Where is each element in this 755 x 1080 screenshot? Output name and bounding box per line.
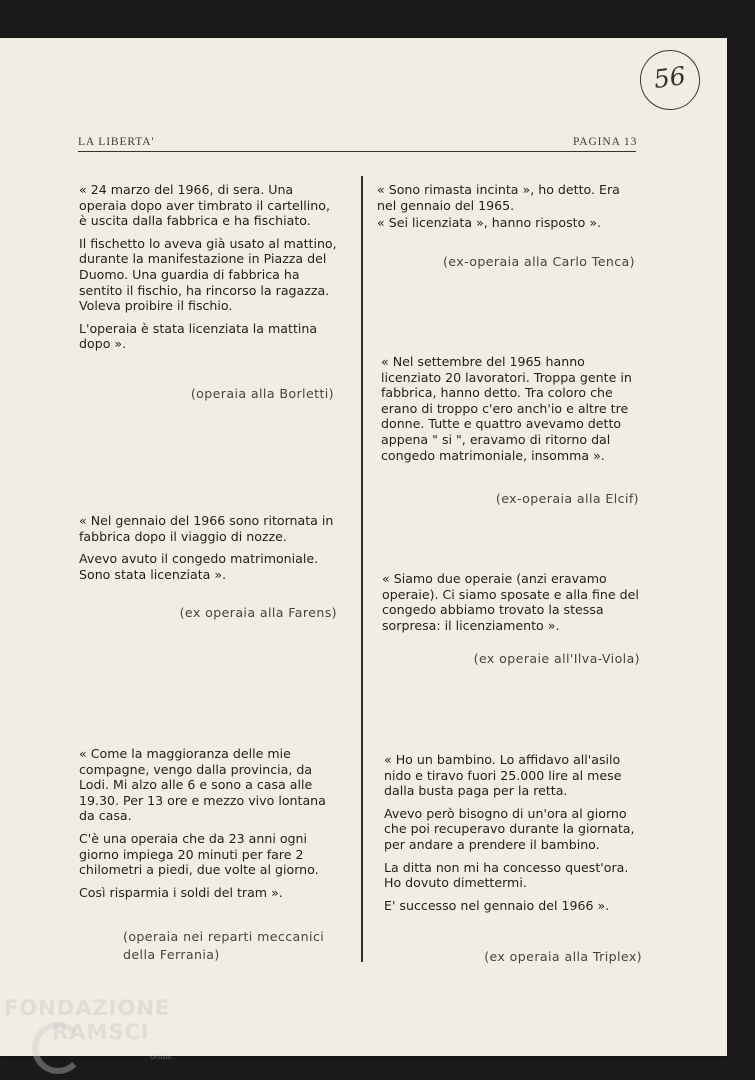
newspaper-title: LA LIBERTA' (78, 136, 155, 148)
source-carlo-tenca: (ex-operaia alla Carlo Tenca) (442, 254, 635, 269)
source-ferrania (79, 928, 341, 964)
paragraph: La ditta non mi ha concesso quest'ora. Ho dovuto dimettermi. (384, 859, 629, 891)
paragraph: E' successo nel gennaio del 1966 ». (384, 897, 610, 913)
watermark-small: onlus (150, 1052, 172, 1061)
watermark-line: FONDAZIONE (4, 996, 171, 1020)
paragraph: « Ho un bambino. Lo affidavo all'asilo nido e tiravo fuori 25.000 lire al mese dalla busta paga per la retta. (384, 752, 622, 799)
paragraph: Così risparmia i soldi del tram ». (79, 884, 283, 900)
paragraph: « Nel settembre del 1965 hanno licenziato 20 lavoratori. Troppa gente in fabbrica, hanno detto. Tra coloro che erano di troppo c'ero anch'io e altre tre donne. Tutte e quattro avevamo detto appena " si ", eravamo di ritorno dal congedo matrimoniale, insomma ». (381, 354, 632, 463)
paragraph: Avevo avuto il congedo matrimoniale. Sono stata licenziata ». (79, 551, 319, 582)
archive-watermark (4, 996, 170, 1044)
column-divider (361, 176, 363, 962)
testimony-farens (79, 513, 337, 589)
paragraph: « Nel gennaio del 1966 sono ritornata in fabbrica dopo il viaggio di nozze. (79, 513, 334, 544)
source-borletti: (operaia alla Borletti) (190, 386, 334, 401)
paragraph: Il fischetto lo aveva già usato al mattino, durante la manifestazione in Piazza del Duomo. Una guardia di fabbrica ha sentito il fischio, ha rincorso la ragazza. Voleva proibire il fischio. (79, 235, 337, 314)
source-line: della Ferrania) (123, 947, 220, 962)
source-elcif: (ex-operaia alla Elcif) (495, 491, 639, 506)
testimony-triplex (384, 752, 644, 920)
paragraph: « Siamo due operaie (anzi eravamo operaie). Ci siamo sposate e alla fine del congedo abbiamo trovato la stessa sorpresa: il licenziamento ». (382, 571, 639, 633)
page-label: PAGINA 13 (573, 136, 638, 148)
watermark-line: RAMSCI (52, 1020, 150, 1044)
testimony-elcif (381, 354, 641, 470)
paragraph: « Come la maggioranza delle mie compagne, vengo dalla provincia, da Lodi. Mi alzo alle 6 e sono a casa alle 19.30. Per 13 ore e mezzo vivo lontana da casa. (79, 746, 326, 824)
testimony-ilva-viola (382, 571, 642, 640)
testimony-ferrania (79, 746, 337, 907)
source-line: (operaia nei reparti meccanici (123, 929, 325, 944)
paragraph: « 24 marzo del 1966, di sera. Una operaia dopo aver timbrato il cartellino, è uscita dalla fabbrica e ha fischiato. (79, 182, 330, 229)
source-triplex: (ex operaia alla Triplex) (484, 949, 642, 964)
paragraph: « Sono rimasta incinta », ho detto. Era nel gennaio del 1965. (377, 182, 620, 213)
source-farens: (ex operaia alla Farens) (179, 605, 337, 620)
source-ilva-viola: (ex operaie all'Ilva-Viola) (473, 651, 640, 666)
testimony-carlo-tenca (377, 182, 637, 238)
testimony-borletti (79, 182, 337, 359)
paragraph: C'è una operaia che da 23 anni ogni giorno impiega 20 minuti per fare 2 chilometri a piedi, due volte al giorno. (79, 830, 319, 878)
paragraph: L'operaia è stata licenziata la mattina dopo ». (79, 320, 318, 352)
paragraph: Avevo però bisogno di un'ora al giorno che poi recuperavo durante la giornata, per andare a prendere il bambino. (384, 805, 635, 852)
stamp-number: 56 (651, 60, 688, 95)
paragraph: « Sei licenziata », hanno risposto ». (377, 215, 602, 231)
header-rule (78, 151, 636, 152)
